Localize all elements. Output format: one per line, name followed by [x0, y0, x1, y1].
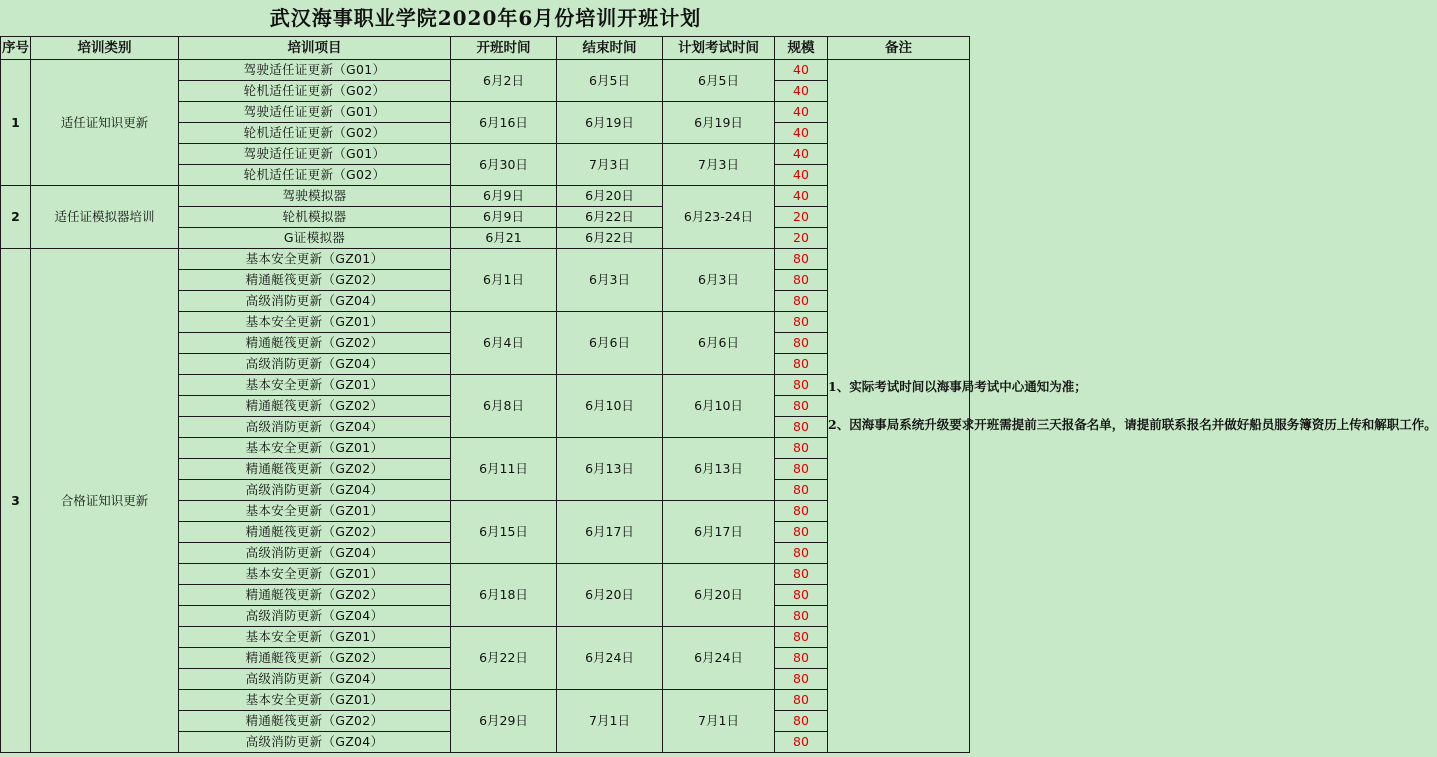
row-scale: 80	[775, 417, 828, 438]
row-start-date: 6月22日	[451, 627, 557, 690]
row-start-date: 6月16日	[451, 102, 557, 144]
row-item: 基本安全更新（GZ01）	[179, 375, 451, 396]
row-end-date: 6月19日	[557, 102, 663, 144]
row-exam-date: 6月19日	[663, 102, 775, 144]
table-row	[1, 186, 970, 207]
row-scale: 40	[775, 144, 828, 165]
row-exam-date: 6月20日	[663, 564, 775, 627]
row-end-date: 7月1日	[557, 690, 663, 753]
row-end-date: 6月3日	[557, 249, 663, 312]
row-item: 精通艇筏更新（GZ02）	[179, 522, 451, 543]
row-scale: 80	[775, 522, 828, 543]
row-item: 精通艇筏更新（GZ02）	[179, 270, 451, 291]
row-scale: 80	[775, 438, 828, 459]
row-item: 基本安全更新（GZ01）	[179, 501, 451, 522]
page-title: 武汉海事职业学院2020年6月份培训开班计划	[269, 6, 702, 30]
header-category: 培训类别	[31, 37, 179, 60]
row-item: 驾驶适任证更新（G01）	[179, 144, 451, 165]
row-exam-date: 6月10日	[663, 375, 775, 438]
header-start: 开班时间	[451, 37, 557, 60]
table-row	[1, 249, 970, 270]
row-item: 驾驶模拟器	[179, 186, 451, 207]
remark-cell	[828, 60, 1437, 753]
row-end-date: 6月20日	[557, 564, 663, 627]
row-scale: 40	[775, 123, 828, 144]
row-scale: 80	[775, 711, 828, 732]
remark-note-1: 1、实际考试时间以海事局考试中心通知为准；	[828, 379, 1087, 394]
header-end: 结束时间	[557, 37, 663, 60]
row-start-date: 6月4日	[451, 312, 557, 375]
row-scale: 80	[775, 543, 828, 564]
header-scale: 规模	[775, 37, 828, 60]
row-start-date: 6月9日	[451, 207, 557, 228]
row-item: 轮机模拟器	[179, 207, 451, 228]
row-end-date: 6月17日	[557, 501, 663, 564]
row-start-date: 6月1日	[451, 249, 557, 312]
row-start-date: 6月18日	[451, 564, 557, 627]
row-end-date: 6月10日	[557, 375, 663, 438]
row-scale: 80	[775, 249, 828, 270]
header-exam: 计划考试时间	[663, 37, 775, 60]
row-scale: 40	[775, 165, 828, 186]
row-exam-date: 6月24日	[663, 627, 775, 690]
row-exam-date: 7月1日	[663, 690, 775, 753]
row-item: 精通艇筏更新（GZ02）	[179, 459, 451, 480]
row-exam-date: 6月6日	[663, 312, 775, 375]
row-category: 适任证模拟器培训	[31, 186, 179, 249]
row-start-date: 6月15日	[451, 501, 557, 564]
header-seq: 序号	[1, 37, 31, 60]
table-row	[1, 60, 970, 81]
row-exam-date: 6月23-24日	[663, 186, 775, 249]
row-item: 基本安全更新（GZ01）	[179, 690, 451, 711]
header-row	[1, 37, 970, 60]
row-item: 基本安全更新（GZ01）	[179, 627, 451, 648]
row-start-date: 6月29日	[451, 690, 557, 753]
row-scale: 80	[775, 312, 828, 333]
row-scale: 80	[775, 354, 828, 375]
row-item: 高级消防更新（GZ04）	[179, 732, 451, 753]
row-end-date: 6月6日	[557, 312, 663, 375]
row-start-date: 6月9日	[451, 186, 557, 207]
row-item: 驾驶适任证更新（G01）	[179, 60, 451, 81]
row-end-date: 6月13日	[557, 438, 663, 501]
row-item: 高级消防更新（GZ04）	[179, 543, 451, 564]
row-item: 精通艇筏更新（GZ02）	[179, 396, 451, 417]
row-item: 基本安全更新（GZ01）	[179, 564, 451, 585]
row-item: 精通艇筏更新（GZ02）	[179, 585, 451, 606]
row-category: 合格证知识更新	[31, 249, 179, 753]
row-seq: 2	[1, 186, 31, 249]
row-scale: 80	[775, 648, 828, 669]
row-scale: 80	[775, 396, 828, 417]
row-scale: 20	[775, 228, 828, 249]
remark-note-2: 2、因海事局系统升级要求开班需提前三天报备名单，请提前联系报名并做好船员服务簿资历上传和解职工作。	[828, 417, 1437, 432]
row-scale: 80	[775, 669, 828, 690]
row-scale: 80	[775, 564, 828, 585]
row-scale: 80	[775, 606, 828, 627]
row-scale: 40	[775, 60, 828, 81]
training-plan-table	[0, 36, 1437, 753]
row-scale: 80	[775, 627, 828, 648]
row-scale: 80	[775, 585, 828, 606]
row-scale: 40	[775, 81, 828, 102]
row-scale: 80	[775, 732, 828, 753]
row-exam-date: 6月5日	[663, 60, 775, 102]
row-end-date: 6月20日	[557, 186, 663, 207]
row-scale: 20	[775, 207, 828, 228]
row-scale: 80	[775, 459, 828, 480]
row-scale: 80	[775, 480, 828, 501]
row-item: 精通艇筏更新（GZ02）	[179, 333, 451, 354]
row-item: 基本安全更新（GZ01）	[179, 438, 451, 459]
row-item: 高级消防更新（GZ04）	[179, 480, 451, 501]
row-start-date: 6月30日	[451, 144, 557, 186]
row-start-date: 6月21	[451, 228, 557, 249]
row-scale: 80	[775, 291, 828, 312]
row-start-date: 6月8日	[451, 375, 557, 438]
row-item: 精通艇筏更新（GZ02）	[179, 711, 451, 732]
row-item: 轮机适任证更新（G02）	[179, 165, 451, 186]
row-scale: 40	[775, 186, 828, 207]
header-remark: 备注	[828, 37, 970, 60]
row-item: 高级消防更新（GZ04）	[179, 606, 451, 627]
row-item: G证模拟器	[179, 228, 451, 249]
row-exam-date: 6月3日	[663, 249, 775, 312]
row-item: 轮机适任证更新（G02）	[179, 123, 451, 144]
row-item: 高级消防更新（GZ04）	[179, 291, 451, 312]
row-start-date: 6月11日	[451, 438, 557, 501]
row-scale: 80	[775, 501, 828, 522]
row-item: 高级消防更新（GZ04）	[179, 354, 451, 375]
row-start-date: 6月2日	[451, 60, 557, 102]
row-category: 适任证知识更新	[31, 60, 179, 186]
row-scale: 80	[775, 270, 828, 291]
header-item: 培训项目	[179, 37, 451, 60]
row-end-date: 6月22日	[557, 207, 663, 228]
row-item: 基本安全更新（GZ01）	[179, 249, 451, 270]
row-end-date: 6月22日	[557, 228, 663, 249]
row-exam-date: 7月3日	[663, 144, 775, 186]
row-scale: 40	[775, 102, 828, 123]
row-end-date: 7月3日	[557, 144, 663, 186]
row-scale: 80	[775, 333, 828, 354]
table-body	[1, 60, 1437, 753]
row-exam-date: 6月13日	[663, 438, 775, 501]
row-item: 驾驶适任证更新（G01）	[179, 102, 451, 123]
row-end-date: 6月5日	[557, 60, 663, 102]
row-seq: 3	[1, 249, 31, 753]
row-scale: 80	[775, 375, 828, 396]
row-end-date: 6月24日	[557, 627, 663, 690]
row-item: 高级消防更新（GZ04）	[179, 417, 451, 438]
row-exam-date: 6月17日	[663, 501, 775, 564]
row-scale: 80	[775, 690, 828, 711]
row-item: 精通艇筏更新（GZ02）	[179, 648, 451, 669]
row-seq: 1	[1, 60, 31, 186]
row-item: 高级消防更新（GZ04）	[179, 669, 451, 690]
row-item: 轮机适任证更新（G02）	[179, 81, 451, 102]
row-item: 基本安全更新（GZ01）	[179, 312, 451, 333]
